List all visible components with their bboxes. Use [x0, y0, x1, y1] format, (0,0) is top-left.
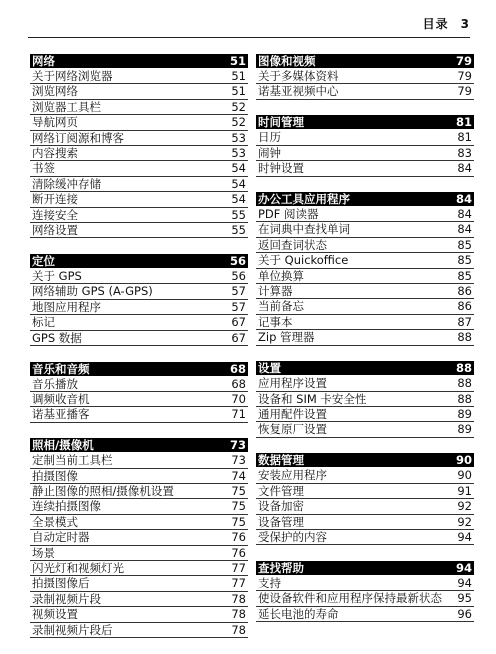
toc-entry[interactable] [30, 131, 248, 146]
toc-section [256, 54, 474, 100]
entry-label: 关于网络浏览器 [32, 69, 113, 83]
toc-entry[interactable] [30, 469, 248, 484]
entry-page-number: 76 [231, 545, 246, 560]
section-title: 图像和视频 [258, 54, 316, 68]
entry-page-number: 70 [231, 391, 246, 406]
entry-page-number: 54 [231, 176, 246, 191]
toc-entry[interactable] [256, 161, 474, 176]
section-heading[interactable] [256, 361, 474, 375]
toc-entry[interactable] [256, 591, 474, 606]
entry-label: 文件管理 [258, 483, 304, 498]
toc-entry[interactable] [30, 161, 248, 176]
entry-label: 视频设置 [32, 607, 78, 622]
section-heading[interactable] [30, 54, 248, 68]
entry-label: 设备和 SIM 卡安全性 [258, 391, 367, 406]
toc-entry[interactable] [30, 392, 248, 407]
entry-label: 音乐播放 [32, 376, 78, 391]
entry-page-number: 67 [231, 315, 246, 330]
section-title: 时间管理 [258, 115, 304, 130]
entry-label: 单位换算 [258, 268, 304, 283]
entry-page-number: 84 [457, 222, 472, 237]
toc-section [30, 362, 248, 423]
toc-entry[interactable] [30, 592, 248, 607]
section-title: 照相/摄像机 [32, 438, 94, 453]
toc-entry[interactable] [256, 130, 474, 145]
section-heading[interactable] [256, 115, 474, 129]
toc-entry[interactable] [256, 330, 474, 345]
page-header [423, 15, 470, 32]
section-title: 设置 [258, 361, 281, 376]
entry-label: 日历 [258, 130, 281, 145]
entry-page-number: 78 [231, 591, 246, 606]
toc-entry[interactable] [30, 576, 248, 591]
entry-page-number: 92 [457, 514, 472, 529]
entry-label: 关于 GPS [32, 268, 82, 283]
entry-page-number: 94 [457, 575, 472, 590]
entry-page-number: 57 [231, 284, 246, 299]
entry-page-number: 75 [231, 484, 246, 499]
section-page-number: 73 [229, 438, 246, 453]
entry-label: 地图应用程序 [32, 299, 101, 314]
entry-page-number: 78 [231, 607, 246, 622]
section-page-number: 94 [455, 560, 472, 575]
toc-entry[interactable] [256, 530, 474, 545]
toc-section [256, 561, 474, 622]
entry-page-number: 53 [231, 146, 246, 161]
entry-page-number: 85 [457, 253, 472, 268]
toc-entry[interactable] [30, 84, 248, 99]
entry-label: 设备加密 [258, 499, 304, 514]
section-heading[interactable] [256, 561, 474, 575]
entry-page-number: 78 [231, 622, 246, 637]
page-number: 3 [460, 17, 470, 31]
toc-entry[interactable] [30, 331, 248, 346]
toc-entry[interactable] [30, 623, 248, 638]
entry-label: 网络辅助 GPS (A-GPS) [32, 284, 153, 299]
entry-label: 连接安全 [32, 207, 78, 222]
section-title: 查找帮助 [258, 560, 304, 575]
toc-section [256, 361, 474, 438]
entry-label: 返回查词状态 [258, 237, 327, 252]
entry-label: 诺基亚播客 [32, 407, 90, 422]
toc-entry[interactable] [256, 484, 474, 499]
entry-label: 诺基亚视频中心 [258, 84, 339, 99]
entry-page-number: 94 [457, 529, 472, 544]
header-rule [28, 37, 470, 38]
entry-label: PDF 阅读器 [258, 207, 319, 222]
entry-label: 通用配件设置 [258, 407, 327, 421]
toc-entry[interactable] [30, 69, 248, 84]
entry-page-number: 85 [457, 268, 472, 283]
section-page-number: 81 [455, 115, 472, 130]
section-heading[interactable] [256, 192, 474, 206]
entry-label: 浏览网络 [32, 84, 78, 99]
entry-page-number: 88 [457, 376, 472, 391]
toc-entry[interactable] [30, 284, 248, 299]
toc-entry[interactable] [256, 515, 474, 530]
entry-label: 延长电池的寿命 [258, 606, 339, 621]
toc-entry[interactable] [30, 407, 248, 422]
toc-entry[interactable] [256, 376, 474, 391]
entry-page-number: 95 [457, 591, 472, 606]
section-title: 音乐和音频 [32, 361, 90, 376]
entry-label: 书签 [32, 161, 55, 176]
entry-page-number: 57 [231, 299, 246, 314]
toc-section [30, 54, 248, 238]
toc-entry[interactable] [256, 315, 474, 330]
toc-entry[interactable] [30, 607, 248, 622]
entry-page-number: 52 [231, 99, 246, 114]
entry-label: GPS 数据 [32, 330, 82, 345]
toc-entry[interactable] [256, 207, 474, 222]
toc-entry[interactable] [30, 561, 248, 576]
entry-page-number: 90 [457, 468, 472, 483]
entry-label: 浏览器工具栏 [32, 99, 101, 114]
entry-page-number: 73 [231, 453, 246, 468]
entry-page-number: 55 [231, 207, 246, 222]
entry-page-number: 86 [457, 284, 472, 299]
toc-entry[interactable] [30, 453, 248, 468]
entry-page-number: 83 [457, 145, 472, 160]
entry-page-number: 86 [457, 299, 472, 314]
toc-entry[interactable] [256, 69, 474, 84]
toc-entry[interactable] [30, 146, 248, 161]
toc-entry[interactable] [30, 300, 248, 315]
toc-entry[interactable] [256, 238, 474, 253]
entry-page-number: 96 [457, 606, 472, 621]
entry-label: 断开连接 [32, 192, 78, 207]
toc-entry[interactable] [30, 315, 248, 330]
section-page-number: 79 [455, 54, 472, 68]
toc-section [256, 115, 474, 176]
toc-entry[interactable] [256, 576, 474, 591]
entry-label: 自动定时器 [32, 530, 90, 545]
entry-label: 录制视频片段后 [32, 622, 113, 637]
page-title: 目录 [422, 17, 449, 31]
entry-label: 全景模式 [32, 514, 78, 529]
entry-label: 标记 [32, 315, 55, 330]
entry-page-number: 51 [231, 69, 246, 83]
toc-entry[interactable] [256, 253, 474, 268]
entry-label: 计算器 [258, 284, 293, 299]
section-heading[interactable] [30, 438, 248, 452]
entry-page-number: 55 [231, 223, 246, 238]
toc-entry[interactable] [30, 269, 248, 284]
entry-page-number: 92 [457, 499, 472, 514]
section-page-number: 56 [229, 253, 246, 268]
entry-label: 恢复原厂设置 [258, 422, 327, 437]
toc-entry[interactable] [256, 607, 474, 622]
toc-entry[interactable] [30, 100, 248, 115]
toc-entry[interactable] [256, 392, 474, 407]
entry-label: 拍摄图像后 [32, 576, 90, 591]
section-title: 办公工具应用程序 [258, 192, 350, 207]
toc-entry[interactable] [30, 530, 248, 545]
section-page-number: 88 [455, 361, 472, 376]
entry-page-number: 81 [457, 130, 472, 145]
entry-page-number: 76 [231, 530, 246, 545]
entry-label: 使设备软件和应用程序保持最新状态 [258, 591, 442, 606]
section-title: 网络 [32, 54, 55, 68]
entry-label: 内容搜索 [32, 146, 78, 161]
toc-entry[interactable] [256, 499, 474, 514]
toc-entry[interactable] [30, 208, 248, 223]
toc-entry[interactable] [256, 222, 474, 237]
toc-entry[interactable] [30, 115, 248, 130]
entry-label: 关于多媒体资料 [258, 69, 339, 83]
toc-section [256, 453, 474, 545]
entry-page-number: 79 [457, 69, 472, 83]
entry-label: 网络设置 [32, 223, 78, 238]
section-page-number: 51 [229, 54, 246, 68]
toc-entry[interactable] [30, 499, 248, 514]
section-heading[interactable] [256, 453, 474, 467]
entry-label: 网络订阅源和博客 [32, 130, 124, 145]
toc-section [256, 192, 474, 346]
entry-label: 时钟设置 [258, 161, 304, 176]
entry-page-number: 71 [231, 407, 246, 422]
entry-label: 闪光灯和视频灯光 [32, 561, 124, 576]
entry-label: 录制视频片段 [32, 591, 101, 606]
toc-entry[interactable] [256, 146, 474, 161]
entry-page-number: 84 [457, 207, 472, 222]
toc-entry[interactable] [256, 284, 474, 299]
entry-label: 受保护的内容 [258, 529, 327, 544]
toc-entry[interactable] [256, 468, 474, 483]
entry-page-number: 89 [457, 407, 472, 421]
entry-page-number: 77 [231, 576, 246, 591]
section-page-number: 90 [455, 453, 472, 468]
entry-label: 记事本 [258, 314, 293, 329]
toc-entry[interactable] [256, 407, 474, 422]
toc-right-column [256, 54, 474, 638]
entry-page-number: 54 [231, 161, 246, 176]
toc-entry[interactable] [30, 223, 248, 238]
section-heading[interactable] [30, 254, 248, 268]
toc-section [30, 438, 248, 638]
section-heading[interactable] [30, 362, 248, 376]
entry-page-number: 53 [231, 130, 246, 145]
section-page-number: 68 [229, 361, 246, 376]
entry-label: 设备管理 [258, 514, 304, 529]
entry-page-number: 56 [231, 268, 246, 283]
entry-label: 当前备忘 [258, 299, 304, 314]
entry-page-number: 87 [457, 314, 472, 329]
section-title: 定位 [32, 253, 55, 268]
toc-entry[interactable] [30, 484, 248, 499]
entry-label: 静止图像的照相/摄像机设置 [32, 484, 174, 499]
entry-label: 安装应用程序 [258, 468, 327, 483]
entry-page-number: 85 [457, 237, 472, 252]
section-heading[interactable] [256, 54, 474, 68]
entry-label: 连续拍摄图像 [32, 499, 101, 514]
entry-label: 闹钟 [258, 145, 281, 160]
entry-page-number: 91 [457, 483, 472, 498]
toc-left-column [30, 54, 248, 654]
toc-entry[interactable] [30, 377, 248, 392]
entry-label: 定制当前工具栏 [32, 453, 113, 468]
entry-page-number: 84 [457, 161, 472, 176]
toc-section [30, 254, 248, 346]
toc-entry[interactable] [30, 515, 248, 530]
entry-page-number: 67 [231, 330, 246, 345]
entry-label: 应用程序设置 [258, 376, 327, 391]
entry-label: 关于 Quickoffice [258, 253, 349, 268]
entry-label: Zip 管理器 [258, 330, 315, 345]
toc-entry[interactable] [256, 269, 474, 284]
section-title: 数据管理 [258, 453, 304, 468]
entry-label: 支持 [258, 575, 281, 590]
entry-page-number: 79 [457, 84, 472, 99]
entry-page-number: 88 [457, 330, 472, 345]
entry-label: 在词典中查找单词 [258, 222, 350, 237]
toc-entry[interactable] [30, 546, 248, 561]
entry-label: 调频收音机 [32, 391, 90, 406]
entry-page-number: 54 [231, 192, 246, 207]
entry-page-number: 52 [231, 115, 246, 130]
entry-label: 拍摄图像 [32, 468, 78, 483]
toc-entry[interactable] [256, 299, 474, 314]
entry-page-number: 68 [231, 376, 246, 391]
toc-entry[interactable] [30, 192, 248, 207]
entry-label: 导航网页 [32, 115, 78, 130]
section-page-number: 84 [455, 192, 472, 207]
entry-page-number: 51 [231, 84, 246, 99]
entry-page-number: 74 [231, 468, 246, 483]
entry-label: 场景 [32, 545, 55, 560]
toc-entry[interactable] [256, 422, 474, 437]
entry-page-number: 89 [457, 422, 472, 437]
entry-page-number: 75 [231, 514, 246, 529]
entry-label: 清除缓冲存储 [32, 176, 101, 191]
entry-page-number: 77 [231, 561, 246, 576]
entry-page-number: 75 [231, 499, 246, 514]
toc-entry[interactable] [30, 177, 248, 192]
entry-page-number: 88 [457, 391, 472, 406]
toc-entry[interactable] [256, 84, 474, 99]
